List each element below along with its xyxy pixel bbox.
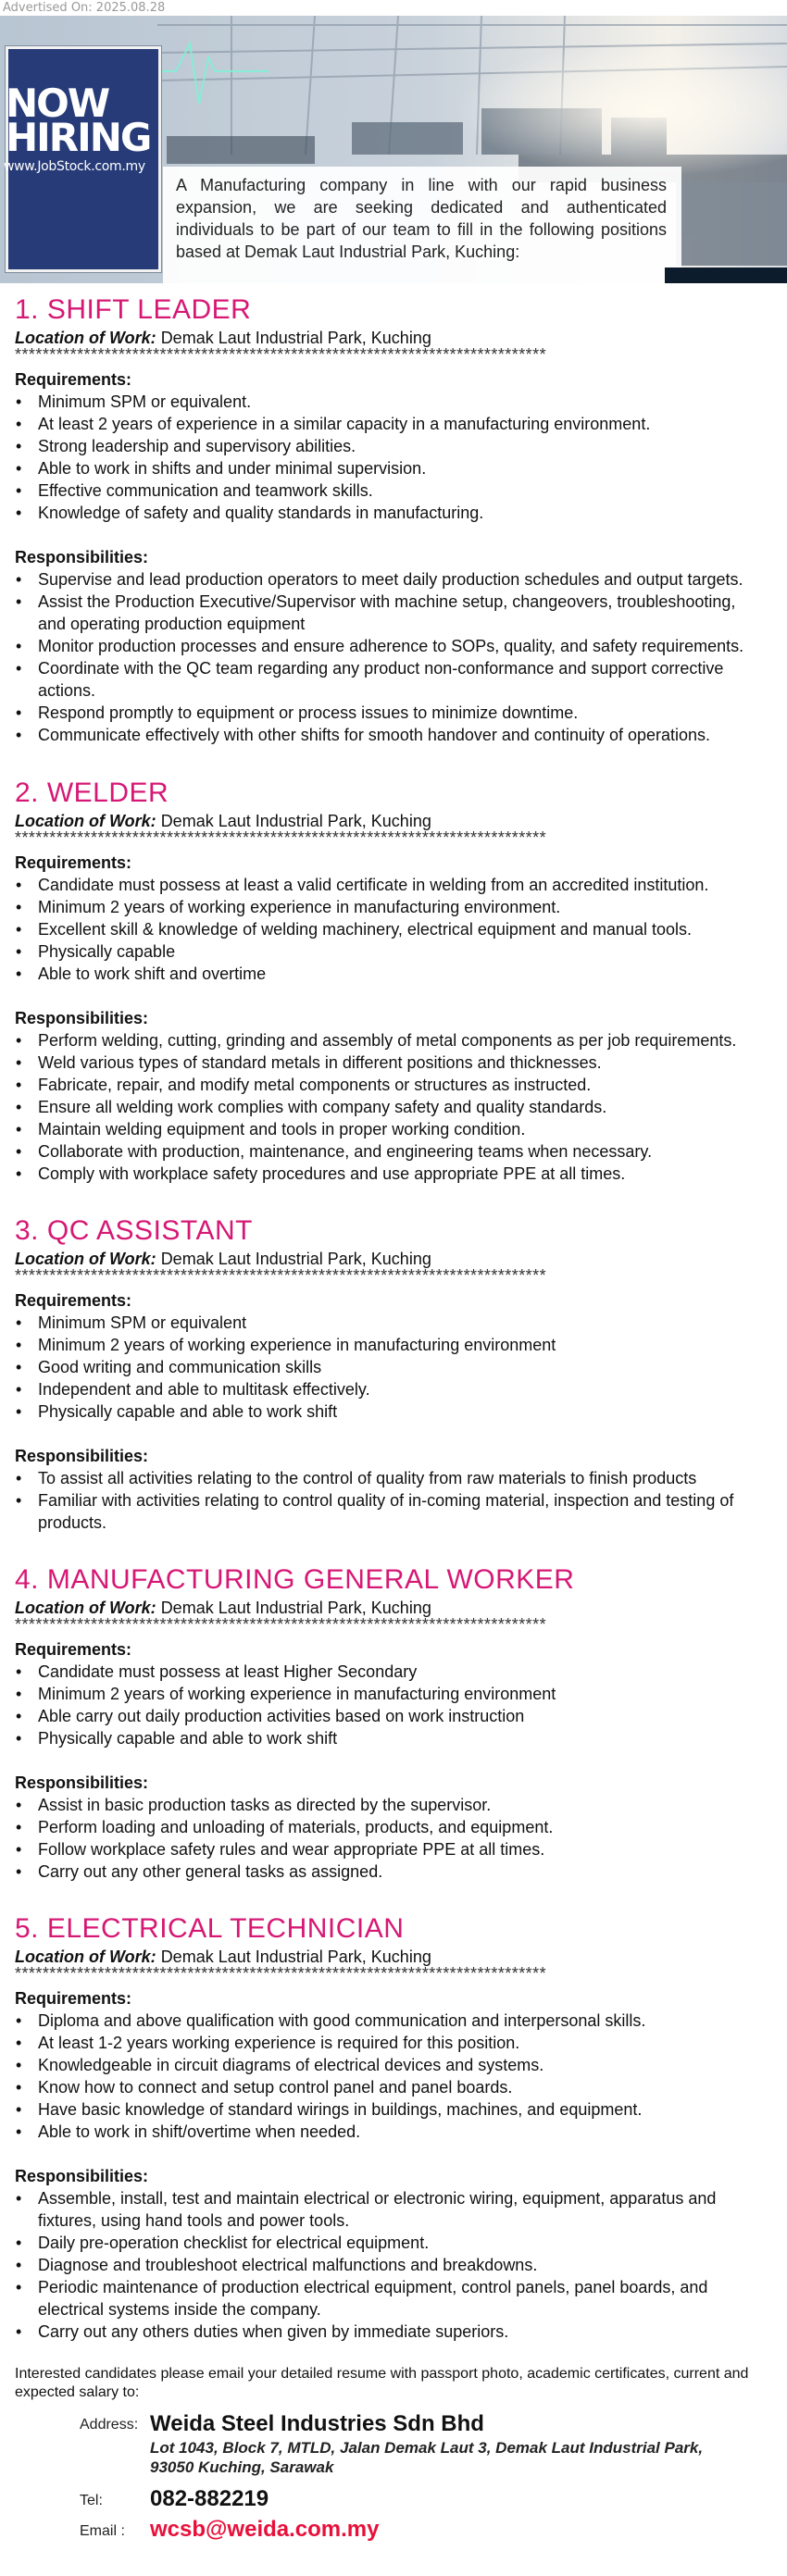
list-item: • Physically capable [15,940,769,963]
phone-number[interactable]: 082-882219 [150,2486,269,2511]
job-section [15,1913,769,2343]
location-value: Demak Laut Industrial Park, Kuching [160,1599,431,1617]
list-item: • Diagnose and troubleshoot electrical malfunctions and breakdowns. [15,2254,769,2276]
responsibilities-heading: Responsibilities: [15,1447,149,1465]
list-item: • Respond promptly to equipment or process issues to minimize downtime. [15,702,769,724]
list-item: • Assemble, install, test and maintain electrical or electronic wiring, equipment, apparatus and fixtures, using hand tools and power tools. [15,2187,769,2232]
list-item: • Perform welding, cutting, grinding and assembly of metal components as per job requirements. [15,1029,769,1052]
tel-label: Tel: [80,2493,103,2508]
job-section [15,294,769,746]
list-item: • Knowledge of safety and quality standards in manufacturing. [15,502,769,524]
job-section [15,1564,769,1883]
list-item: • Able to work in shifts and under minimal supervision. [15,457,769,479]
header-banner [0,16,787,283]
location-value: Demak Laut Industrial Park, Kuching [160,1948,431,1966]
list-item: • Daily pre-operation checklist for electrical equipment. [15,2232,769,2254]
list-item: • At least 2 years of experience in a similar capacity in a manufacturing environment. [15,413,769,435]
banner-accent-bar [665,268,787,283]
list-item: • Diploma and above qualification with good communication and interpersonal skills. [15,2010,769,2032]
list-item: • Familiar with activities relating to control quality of in-coming material, inspection and testing of products. [15,1489,769,1534]
list-item: • Minimum 2 years of working experience in manufacturing environment [15,1683,769,1705]
list-item: • Independent and able to multitask effectively. [15,1378,769,1400]
location-label: Location of Work: [15,812,156,830]
list-item: • Strong leadership and supervisory abilities. [15,435,769,457]
separator: ***************************************************************************** [15,348,547,363]
job-location [15,328,769,348]
list-item: • Candidate must possess at least Higher Secondary [15,1661,769,1683]
application-instructions: Interested candidates please email your detailed resume with passport photo, academic certificates, current and expected salary to: [15,2366,749,2400]
list-item: • Perform loading and unloading of materials, products, and equipment. [15,1816,769,1838]
company-address: Lot 1043, Block 7, MTLD, Jalan Demak Laut 3, Demak Laut Industrial Park, 93050 Kuching, Sarawak [150,2439,704,2476]
responsibilities-list [15,1029,769,1185]
responsibilities-list [15,1467,769,1534]
email-link[interactable]: wcsb@weida.com.my [150,2517,380,2542]
list-item: • Candidate must possess at least a valid certificate in welding from an accredited institution. [15,874,769,896]
list-item: • Follow workplace safety rules and wear appropriate PPE at all times. [15,1838,769,1860]
list-item: • Effective communication and teamwork skills. [15,479,769,502]
location-label: Location of Work: [15,1948,156,1966]
list-item: • Ensure all welding work complies with company safety and quality standards. [15,1096,769,1118]
job-title: 4. MANUFACTURING GENERAL WORKER [15,1564,575,1595]
requirements-heading: Requirements: [15,1989,132,2008]
list-item: • Minimum 2 years of working experience in manufacturing environment [15,1334,769,1356]
list-item: • Carry out any other general tasks as assigned. [15,1860,769,1883]
job-location [15,1947,769,1967]
contact-section [15,2365,774,2542]
separator: ***************************************************************************** [15,1618,547,1633]
advertised-date: Advertised On: 2025.08.28 [3,1,166,15]
list-item: • Periodic maintenance of production electrical equipment, control panels, panel boards, and electrical systems inside the company. [15,2276,769,2321]
list-item: • Know how to connect and setup control panel and panel boards. [15,2076,769,2098]
list-item: • Able to work shift and overtime [15,963,769,985]
job-title: 2. WELDER [15,778,169,808]
job-title: 1. SHIFT LEADER [15,294,252,325]
requirements-heading: Requirements: [15,370,132,389]
list-item: • Assist the Production Executive/Supervisor with machine setup, changeovers, troubleshooting, and operating production equipment [15,591,769,635]
requirements-list [15,1661,769,1749]
company-name: Weida Steel Industries Sdn Bhd [150,2411,484,2436]
responsibilities-list [15,568,769,746]
location-label: Location of Work: [15,329,156,347]
list-item: • Minimum 2 years of working experience in manufacturing environment. [15,896,769,918]
job-location [15,1249,769,1269]
list-item: • At least 1-2 years working experience is required for this position. [15,2032,769,2054]
requirements-heading: Requirements: [15,1291,132,1310]
list-item: • Assist in basic production tasks as directed by the supervisor. [15,1794,769,1816]
requirements-heading: Requirements: [15,1640,132,1659]
responsibilities-heading: Responsibilities: [15,548,149,566]
list-item: • Good writing and communication skills [15,1356,769,1378]
job-location [15,811,769,831]
list-item: • Supervise and lead production operators to meet daily production schedules and output targets. [15,568,769,591]
intro-text: A Manufacturing company in line with our rapid business expansion, we are seeking dedicated and authenticated individuals to be part of our team to fill in the following positions based at Demak Laut Industrial Park, Kuching: [176,176,667,261]
location-label: Location of Work: [15,1250,156,1268]
address-label: Address: [80,2417,139,2433]
list-item: • Comply with workplace safety procedures and use appropriate PPE at all times. [15,1163,769,1185]
list-item: • Physically capable and able to work shift [15,1400,769,1423]
list-item: • Carry out any others duties when given by immediate superiors. [15,2321,769,2343]
location-value: Demak Laut Industrial Park, Kuching [160,1250,431,1268]
list-item: • Minimum SPM or equivalent. [15,391,769,413]
location-label: Location of Work: [15,1599,156,1617]
job-title: 3. QC ASSISTANT [15,1215,254,1246]
separator: ***************************************************************************** [15,1967,547,1982]
requirements-list [15,874,769,985]
responsibilities-heading: Responsibilities: [15,2167,149,2185]
list-item: • Able carry out daily production activities based on work instruction [15,1705,769,1727]
requirements-heading: Requirements: [15,853,132,872]
list-item: • Able to work in shift/overtime when needed. [15,2121,769,2143]
requirements-list [15,391,769,524]
responsibilities-heading: Responsibilities: [15,1773,149,1792]
job-section [15,778,769,1185]
separator: ***************************************************************************** [15,831,547,846]
list-item: • Physically capable and able to work shift [15,1727,769,1749]
responsibilities-heading: Responsibilities: [15,1009,149,1027]
list-item: • Knowledgeable in circuit diagrams of electrical devices and systems. [15,2054,769,2076]
responsibilities-list [15,1794,769,1883]
list-item: • Maintain welding equipment and tools in proper working condition. [15,1118,769,1140]
email-label: Email : [80,2523,125,2539]
list-item: • Have basic knowledge of standard wirings in buildings, machines, and equipment. [15,2098,769,2121]
list-item: • Fabricate, repair, and modify metal components or structures as instructed. [15,1074,769,1096]
location-value: Demak Laut Industrial Park, Kuching [160,812,431,830]
location-value: Demak Laut Industrial Park, Kuching [160,329,431,347]
job-title: 5. ELECTRICAL TECHNICIAN [15,1913,405,1944]
list-item: • Collaborate with production, maintenance, and engineering teams when necessary. [15,1140,769,1163]
jobstock-website: www.JobStock.com.my [4,159,145,174]
job-location [15,1598,769,1618]
list-item: • Monitor production processes and ensure adherence to SOPs, quality, and safety requirements. [15,635,769,657]
list-item: • Weld various types of standard metals in different positions and thicknesses. [15,1052,769,1074]
requirements-list [15,2010,769,2143]
list-item: • Minimum SPM or equivalent [15,1312,769,1334]
responsibilities-list [15,2187,769,2343]
list-item: • Coordinate with the QC team regarding any product non-conformance and support corrective actions. [15,657,769,702]
now-hiring-text: NOW HIRING [6,81,151,160]
list-item: • Communicate effectively with other shifts for smooth handover and continuity of operations. [15,724,769,746]
job-section [15,1215,769,1534]
requirements-list [15,1312,769,1423]
list-item: • Excellent skill & knowledge of welding machinery, electrical equipment and manual tools. [15,918,769,940]
list-item: • To assist all activities relating to the control of quality from raw materials to finish products [15,1467,769,1489]
separator: ***************************************************************************** [15,1269,547,1284]
